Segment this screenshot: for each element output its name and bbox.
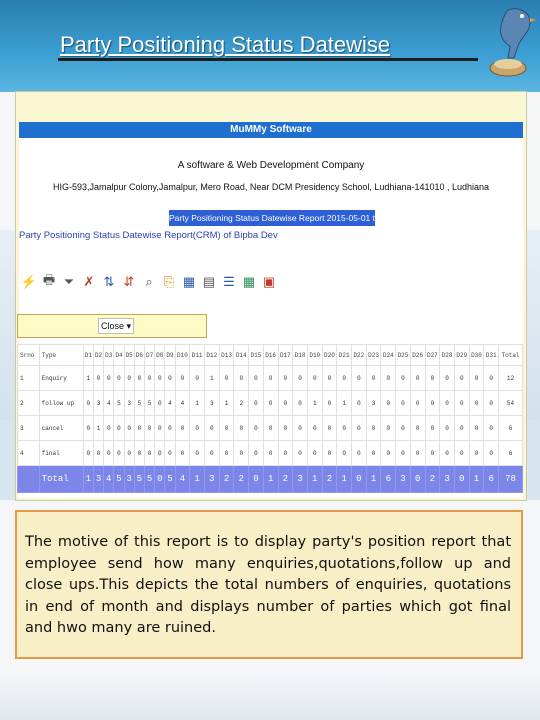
table-cell: 0 [307, 366, 322, 391]
column-header: D20 [322, 345, 337, 366]
table-cell: 0 [144, 366, 154, 391]
table-cell: 0 [293, 366, 308, 391]
total-cell: 78 [499, 466, 523, 493]
table-cell: 0 [440, 416, 455, 441]
table-cell: 0 [234, 441, 249, 466]
column-header: D31 [484, 345, 499, 366]
total-cell: 2 [425, 466, 440, 493]
total-cell: 5 [134, 466, 144, 493]
table-cell: 2 [234, 391, 249, 416]
table-row [18, 366, 523, 391]
table-cell: 0 [322, 366, 337, 391]
table-cell: cancel [39, 416, 83, 441]
total-cell: 0 [410, 466, 425, 493]
table-cell: 0 [454, 416, 469, 441]
status-filter-select[interactable] [98, 318, 134, 334]
total-cell: 1 [469, 466, 484, 493]
table-cell: 0 [155, 441, 165, 466]
column-header: D15 [249, 345, 264, 366]
table-cell: 0 [293, 416, 308, 441]
table-cell: 0 [190, 416, 205, 441]
table-cell: 0 [175, 416, 190, 441]
table-cell: 1 [83, 366, 93, 391]
table-cell: 0 [190, 366, 205, 391]
table-cell: 0 [83, 416, 93, 441]
column-header: D7 [144, 345, 154, 366]
filter-box [17, 314, 207, 338]
table-cell: 0 [337, 416, 352, 441]
table-cell: 0 [484, 366, 499, 391]
total-cell: 3 [396, 466, 411, 493]
table-cell: 0 [219, 441, 234, 466]
title-underline [58, 58, 478, 61]
table-cell: 0 [278, 391, 293, 416]
total-cell: 0 [155, 466, 165, 493]
table-cell: 1 [307, 391, 322, 416]
table-row [18, 416, 523, 441]
table-cell: 3 [18, 416, 40, 441]
table-cell: 1 [337, 391, 352, 416]
table-cell: 0 [440, 366, 455, 391]
table-cell: 0 [484, 391, 499, 416]
table-cell: 0 [155, 416, 165, 441]
table-cell: 0 [425, 366, 440, 391]
text-icon[interactable]: ☰ [223, 274, 235, 289]
table-cell: 5 [114, 391, 124, 416]
table-cell: 0 [114, 366, 124, 391]
table-cell: 4 [104, 391, 114, 416]
sort-asc-icon[interactable]: ⇅ [103, 274, 115, 289]
table-cell: 0 [104, 366, 114, 391]
table-cell: 0 [396, 391, 411, 416]
total-cell: 0 [454, 466, 469, 493]
table-cell: 0 [425, 391, 440, 416]
table-cell: 0 [204, 441, 219, 466]
total-cell: 3 [93, 466, 103, 493]
table-cell: 4 [175, 391, 190, 416]
table-cell: 0 [190, 441, 205, 466]
delete-filter-icon[interactable]: ✗ [83, 274, 95, 289]
column-header: D23 [366, 345, 381, 366]
table-cell: 0 [484, 441, 499, 466]
table-cell: 0 [114, 416, 124, 441]
table-cell: 0 [381, 366, 396, 391]
table-cell: 0 [381, 441, 396, 466]
table-cell: 0 [454, 391, 469, 416]
total-cell: 1 [83, 466, 93, 493]
chevron-down-icon: ▾ [126, 321, 132, 331]
table-cell: 0 [175, 366, 190, 391]
table-cell: 0 [144, 441, 154, 466]
column-header: Srno [18, 345, 40, 366]
table-cell: 0 [155, 391, 165, 416]
table-cell: 2 [18, 391, 40, 416]
column-header: D14 [234, 345, 249, 366]
table-cell: 0 [175, 441, 190, 466]
table-cell: 0 [381, 391, 396, 416]
table-cell: 0 [440, 391, 455, 416]
table-cell: 0 [219, 416, 234, 441]
table-cell: 0 [307, 416, 322, 441]
column-header: D5 [124, 345, 134, 366]
table-row [18, 441, 523, 466]
column-header: D18 [293, 345, 308, 366]
lightning-icon[interactable]: ⚡ [20, 274, 38, 289]
search-icon[interactable]: ⌕ [145, 274, 153, 289]
table-cell: 0 [293, 441, 308, 466]
table-cell: 0 [440, 441, 455, 466]
total-cell: 1 [190, 466, 205, 493]
total-cell: 1 [307, 466, 322, 493]
table-cell: 0 [396, 416, 411, 441]
table-cell: 5 [134, 391, 144, 416]
table-cell: 0 [410, 441, 425, 466]
table-cell: 0 [124, 441, 134, 466]
total-cell: 5 [165, 466, 175, 493]
total-cell: 3 [124, 466, 134, 493]
column-header: D10 [175, 345, 190, 366]
total-cell: 1 [263, 466, 278, 493]
total-cell: 5 [144, 466, 154, 493]
table-cell: 4 [18, 441, 40, 466]
column-header: D17 [278, 345, 293, 366]
total-cell: 4 [175, 466, 190, 493]
table-cell: 0 [278, 441, 293, 466]
column-header: D28 [440, 345, 455, 366]
column-header: D9 [165, 345, 175, 366]
table-cell: 0 [352, 366, 367, 391]
close-report-icon[interactable]: ▣ [262, 274, 276, 289]
table-cell: 0 [366, 441, 381, 466]
total-cell: 3 [204, 466, 219, 493]
table-cell: 0 [144, 416, 154, 441]
table-cell: 5 [144, 391, 154, 416]
table-cell: 3 [93, 391, 103, 416]
table-cell: 0 [165, 441, 175, 466]
table-cell: 0 [322, 416, 337, 441]
report-toolbar [21, 264, 277, 300]
table-cell: 0 [124, 366, 134, 391]
report-range: Party Positioning Status Datewise Report 2015-05-01 to 2015-05-31 [169, 210, 375, 226]
table-cell: 0 [322, 441, 337, 466]
grid-icon[interactable]: ▦ [182, 274, 196, 289]
table-cell: 0 [219, 366, 234, 391]
table-cell: 0 [83, 441, 93, 466]
column-header: D3 [104, 345, 114, 366]
table-cell: 54 [499, 391, 523, 416]
table-cell: 0 [263, 416, 278, 441]
export-icon[interactable]: ⎘ [163, 274, 175, 289]
column-header: D4 [114, 345, 124, 366]
table-cell: 0 [352, 391, 367, 416]
total-cell: 0 [249, 466, 264, 493]
total-cell: 2 [219, 466, 234, 493]
column-header: D1 [83, 345, 93, 366]
table-cell: 0 [155, 366, 165, 391]
column-header: D29 [454, 345, 469, 366]
table-cell: 0 [249, 366, 264, 391]
document-icon[interactable]: ▤ [202, 274, 216, 289]
table-cell: 6 [499, 441, 523, 466]
slide-title: Party Positioning Status Datewise [60, 32, 391, 57]
table-cell: 0 [293, 391, 308, 416]
table-cell: 0 [469, 416, 484, 441]
table-cell: 0 [410, 416, 425, 441]
column-header: D11 [190, 345, 205, 366]
column-header: D2 [93, 345, 103, 366]
company-address: HIG-593,Jamalpur Colony,Jamalpur, Mero Road, Near DCM Presidency School, Ludhiana-141010 , Ludhiana [52, 182, 490, 192]
table-cell: 0 [234, 366, 249, 391]
column-header: D21 [337, 345, 352, 366]
total-cell: 2 [234, 466, 249, 493]
table-cell: 0 [263, 366, 278, 391]
total-cell: 5 [114, 466, 124, 493]
table-cell: 0 [249, 391, 264, 416]
total-spacer [18, 466, 40, 493]
table-cell: Enquiry [39, 366, 83, 391]
total-cell: 3 [293, 466, 308, 493]
column-header: D12 [204, 345, 219, 366]
status-table [17, 344, 523, 493]
table-cell: 6 [499, 416, 523, 441]
table-cell: 0 [396, 441, 411, 466]
table-cell: 0 [366, 366, 381, 391]
table-cell: 0 [165, 366, 175, 391]
column-header: D26 [410, 345, 425, 366]
table-cell: 0 [104, 441, 114, 466]
table-cell: 0 [366, 416, 381, 441]
column-header: D6 [134, 345, 144, 366]
table-cell: 0 [425, 416, 440, 441]
table-cell: 0 [93, 441, 103, 466]
table-cell: 0 [263, 391, 278, 416]
total-cell: 0 [352, 466, 367, 493]
table-cell: 0 [469, 366, 484, 391]
table-cell: 0 [278, 366, 293, 391]
table-cell: 0 [352, 416, 367, 441]
table-header-row [18, 345, 523, 366]
table-cell: 1 [93, 416, 103, 441]
bird-logo-icon [478, 2, 538, 82]
total-cell: 6 [381, 466, 396, 493]
total-cell: 3 [440, 466, 455, 493]
table-cell: final [39, 441, 83, 466]
status-filter-value: Close [101, 321, 125, 331]
table-cell: 0 [396, 366, 411, 391]
total-row [18, 466, 523, 493]
report-page [19, 122, 523, 498]
table-icon[interactable]: ▦ [242, 274, 256, 289]
total-cell: 2 [278, 466, 293, 493]
column-header: D8 [155, 345, 165, 366]
table-cell: 0 [278, 416, 293, 441]
table-cell: 0 [484, 416, 499, 441]
brand-bar: MuMMy Software [19, 122, 523, 138]
table-cell: 3 [204, 391, 219, 416]
table-cell: 0 [134, 416, 144, 441]
table-cell: 0 [410, 366, 425, 391]
table-cell: 0 [104, 416, 114, 441]
table-cell: 0 [352, 441, 367, 466]
table-cell: follow up [39, 391, 83, 416]
table-cell: 0 [83, 391, 93, 416]
table-cell: 1 [219, 391, 234, 416]
company-tagline: A software & Web Development Company [177, 160, 365, 171]
table-cell: 0 [134, 441, 144, 466]
table-cell: 3 [366, 391, 381, 416]
filter-icon[interactable]: ⏷ [63, 274, 75, 289]
table-cell: 0 [337, 366, 352, 391]
table-cell: 0 [425, 441, 440, 466]
total-cell: 1 [337, 466, 352, 493]
total-label: Total [39, 466, 83, 493]
table-cell: 0 [454, 366, 469, 391]
table-cell: 0 [263, 441, 278, 466]
column-header: D13 [219, 345, 234, 366]
table-cell: 4 [165, 391, 175, 416]
total-cell: 6 [484, 466, 499, 493]
column-header: D24 [381, 345, 396, 366]
table-cell: 0 [234, 416, 249, 441]
table-cell: 0 [322, 391, 337, 416]
table-cell: 0 [307, 441, 322, 466]
table-cell: 0 [165, 416, 175, 441]
column-header: D19 [307, 345, 322, 366]
report-screenshot [15, 91, 527, 501]
column-header: D16 [263, 345, 278, 366]
column-header: D25 [396, 345, 411, 366]
sort-desc-icon[interactable]: ⇵ [123, 274, 135, 289]
column-header: D22 [352, 345, 367, 366]
table-cell: 1 [190, 391, 205, 416]
table-cell: 0 [454, 441, 469, 466]
table-cell: 1 [18, 366, 40, 391]
table-cell: 0 [337, 441, 352, 466]
total-cell: 2 [322, 466, 337, 493]
table-cell: 3 [124, 391, 134, 416]
print-icon[interactable]: 🖶 [42, 272, 56, 287]
column-header: Type [39, 345, 83, 366]
table-cell: 0 [249, 441, 264, 466]
table-row [18, 391, 523, 416]
report-description: The motive of this report is to display party's position report that employee send how many enquiries,quotations,follow up and close ups.This depicts the total numbers of enquiries, quotations in end of month and displays number of parties which got final and hwo many are ruined. [15, 510, 523, 659]
table-cell: 0 [124, 416, 134, 441]
footer-shade [0, 670, 540, 720]
table-cell: 0 [469, 391, 484, 416]
report-title: Party Positioning Status Datewise Report(CRM) of Bipba Dev [19, 230, 278, 241]
table-cell: 1 [204, 366, 219, 391]
table-cell: 0 [114, 441, 124, 466]
table-cell: 0 [204, 416, 219, 441]
table-cell: 0 [93, 366, 103, 391]
column-header: Total [499, 345, 523, 366]
table-cell: 0 [469, 441, 484, 466]
total-cell: 1 [366, 466, 381, 493]
table-cell: 12 [499, 366, 523, 391]
table-cell: 0 [134, 366, 144, 391]
table-cell: 0 [249, 416, 264, 441]
table-cell: 0 [410, 391, 425, 416]
column-header: D30 [469, 345, 484, 366]
column-header: D27 [425, 345, 440, 366]
total-cell: 4 [104, 466, 114, 493]
table-cell: 0 [381, 416, 396, 441]
